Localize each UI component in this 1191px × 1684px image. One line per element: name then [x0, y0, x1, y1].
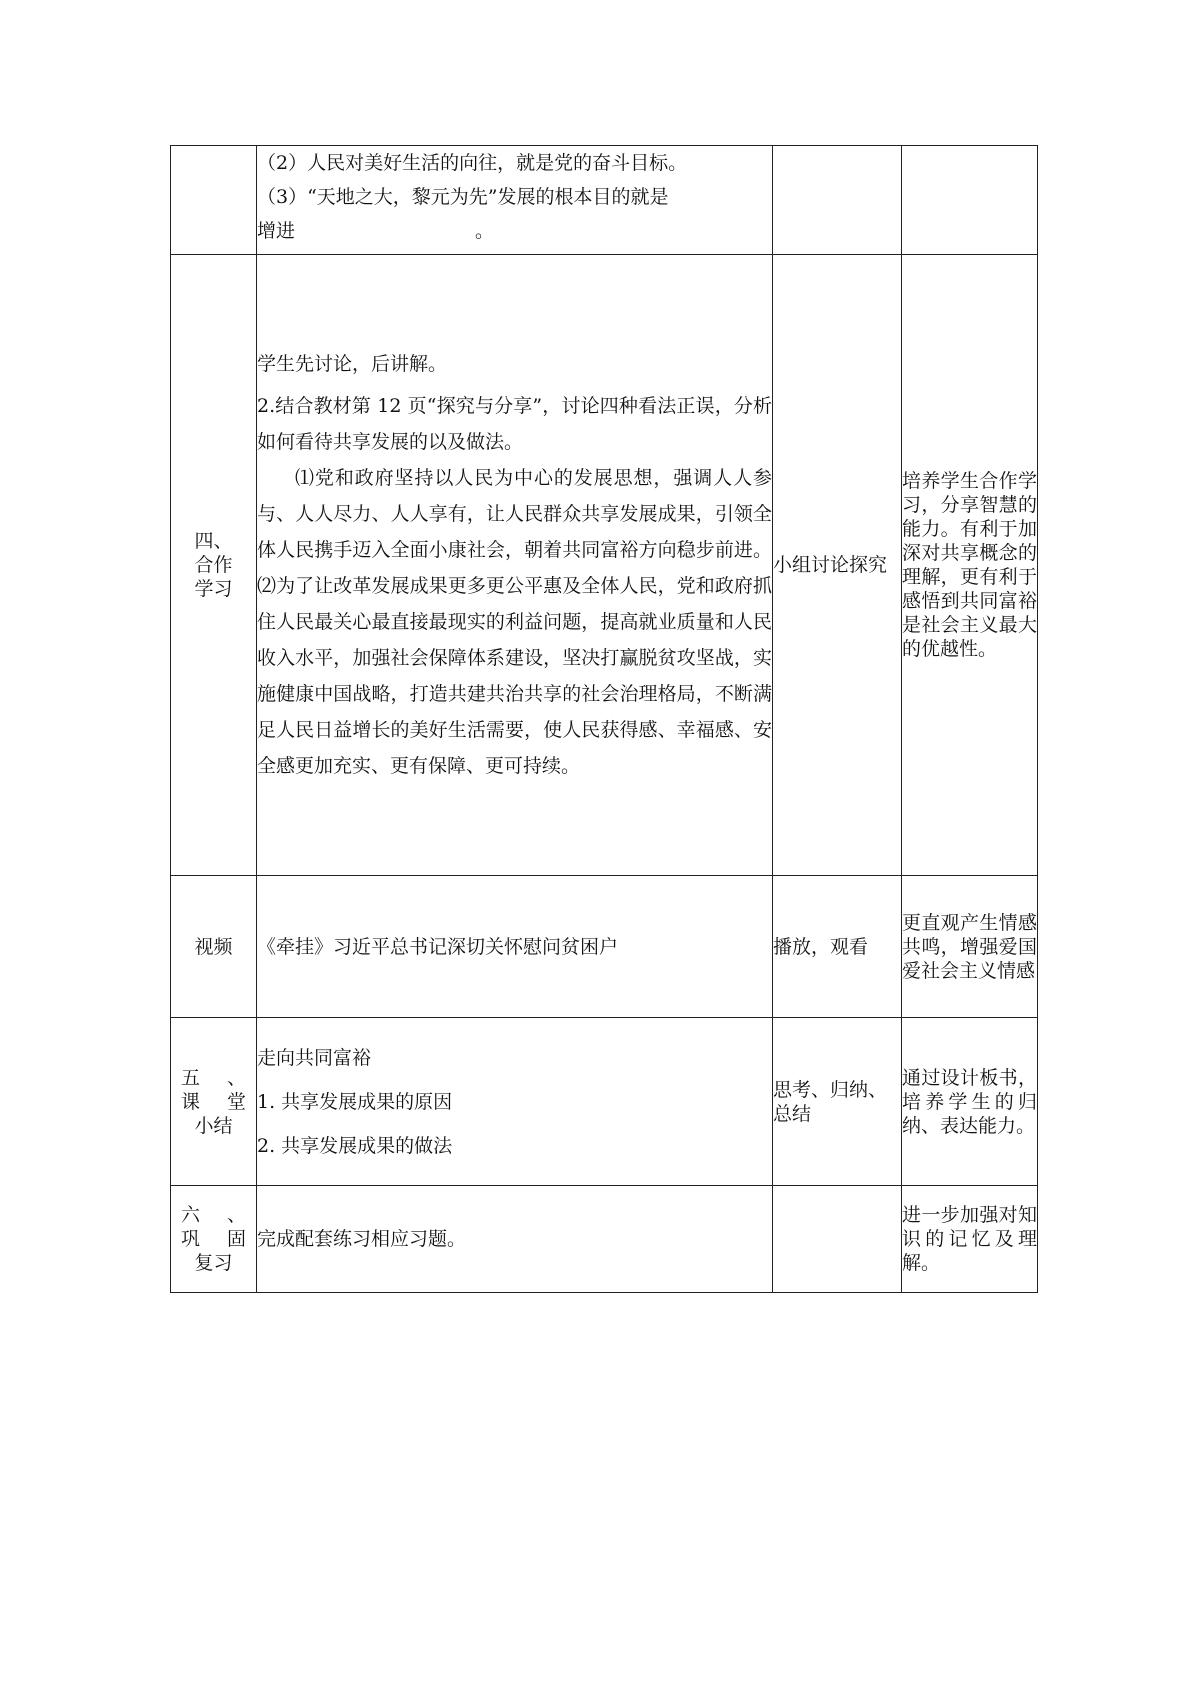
- table-row-summary: [171, 1018, 1038, 1186]
- stage-char: 固: [226, 1228, 246, 1250]
- stage-cell-empty: [171, 146, 257, 255]
- stage-label-line: 学习: [194, 578, 233, 600]
- stage-char: 堂: [226, 1090, 246, 1113]
- stage-label-line: [171, 1090, 256, 1114]
- stage-cell-cooperate: [171, 255, 257, 876]
- stage-char: 课: [181, 1090, 201, 1113]
- content-paragraph: 完成配套练习相应习题。: [257, 1228, 467, 1250]
- activity-cell-empty: [773, 146, 902, 255]
- stage-label-line: [171, 1203, 256, 1227]
- activity-cell-summary: 思考、归纳、总结: [773, 1018, 902, 1186]
- content-paragraph: 《牵挂》习近平总书记深切关怀慰问贫困户: [257, 935, 619, 958]
- content-cell-cooperate: [257, 255, 773, 876]
- stage-char: 六: [181, 1204, 201, 1226]
- goal-cell-summary: 通过设计板书，培养学生的归纳、表达能力。: [902, 1018, 1038, 1186]
- stage-char: 巩: [181, 1228, 201, 1250]
- content-cell-review: [257, 1186, 773, 1293]
- table-row-cooperate: [171, 255, 1038, 876]
- stage-label-line: 复习: [194, 1252, 233, 1274]
- content-cell-summary: [257, 1018, 773, 1186]
- lesson-plan-table: [170, 145, 1038, 1293]
- goal-cell-review: 进一步加强对知识的记忆及理解。: [902, 1186, 1038, 1293]
- content-cell-continuation: [257, 146, 773, 255]
- stage-cell-video: [171, 876, 257, 1018]
- goal-cell-cooperate: 培养学生合作学习，分享智慧的能力。有利于加深对共享概念的理解，更有利于感悟到共同富裕是社会主义最大的优越性。: [902, 255, 1038, 876]
- content-paragraph: ⑴党和政府坚持以人民为中心的发展思想，强调人人参与、人人尽力、人人享有，让人民群众共享发展成果，引领全体人民携手迈入全面小康社会，朝着共同富裕方向稳步前进。⑵为了让改革发展成果更多更公平惠及全体人民，党和政府抓住人民最关心最直接最现实的利益问题，提高就业质量和人民收入水平，加强社会保障体系建设，坚决打赢脱贫攻坚战，实施健康中国战略，打造共建共治共享的社会治理格局，不断满足人民日益增长的美好生活需要，使人民获得感、幸福感、安全感更加充实、更有保障、更可持续。: [257, 467, 772, 777]
- stage-cell-summary: [171, 1018, 257, 1186]
- stage-char: 、: [226, 1204, 246, 1226]
- summary-item: 2. 共享发展成果的做法: [257, 1134, 453, 1157]
- fill-blank-prefix: 增进: [257, 220, 296, 242]
- goal-cell-empty: [902, 146, 1038, 255]
- content-cell-video: [257, 876, 773, 1018]
- content-line-fill-blank: [257, 214, 772, 248]
- content-paragraph: 2.结合教材第 12 页“探究与分享”，讨论四种看法正误，分析如何看待共享发展的以及做法。: [257, 395, 772, 453]
- content-line: （2）人民对美好生活的向往，就是党的奋斗目标。: [257, 152, 688, 174]
- content-paragraph: 学生先讨论，后讲解。: [257, 353, 448, 375]
- activity-cell-review: [773, 1186, 902, 1293]
- stage-label-line: [171, 1066, 256, 1090]
- summary-item: 1. 共享发展成果的原因: [257, 1090, 453, 1113]
- stage-label-line: 合作: [194, 554, 233, 576]
- table-row-review: [171, 1186, 1038, 1293]
- summary-title: 走向共同富裕: [257, 1046, 372, 1069]
- activity-cell-cooperate: 小组讨论探究: [773, 255, 902, 876]
- stage-char: 五: [181, 1066, 201, 1089]
- stage-label-line: 小结: [194, 1114, 233, 1137]
- stage-char: 、: [226, 1066, 246, 1089]
- activity-cell-video: 播放，观看: [773, 876, 902, 1018]
- content-line: （3）“天地之大，黎元为先”发展的根本目的就是: [257, 186, 669, 208]
- table-row-continuation: [171, 146, 1038, 255]
- stage-label: 视频: [194, 935, 233, 958]
- stage-cell-review: [171, 1186, 257, 1293]
- fill-blank-suffix: 。: [475, 220, 495, 242]
- goal-cell-video: 更直观产生情感共鸣，增强爱国爱社会主义情感: [902, 876, 1038, 1018]
- stage-label-line: [171, 1227, 256, 1251]
- stage-label-line: 四、: [194, 530, 233, 552]
- table-row-video: [171, 876, 1038, 1018]
